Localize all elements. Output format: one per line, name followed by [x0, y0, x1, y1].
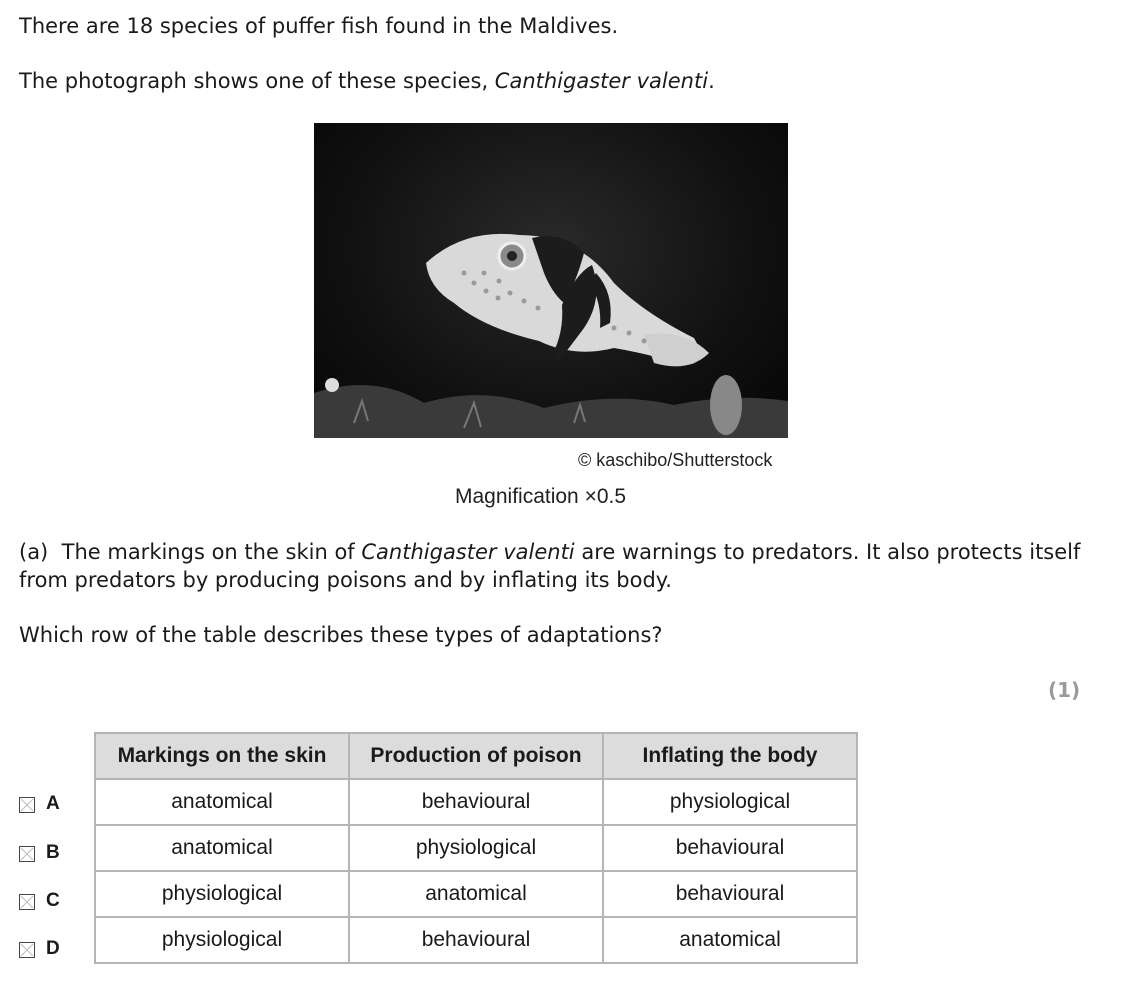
header-markings: Markings on the skin: [95, 733, 349, 779]
marks-label: (1): [1048, 678, 1081, 702]
option-a-checkbox[interactable]: [19, 797, 35, 813]
table-row-c: [95, 871, 857, 917]
question-text: Which row of the table describes these types of adaptations?: [19, 623, 663, 647]
table-cell: anatomical: [349, 871, 603, 917]
table-row-b: [95, 825, 857, 871]
table-cell: physiological: [95, 917, 349, 963]
header-inflating: Inflating the body: [603, 733, 857, 779]
part-label: (a): [19, 540, 49, 564]
table-row-a: [95, 779, 857, 825]
table-cell: behavioural: [349, 779, 603, 825]
intro-text: [19, 12, 618, 40]
photo-intro-suffix: .: [708, 69, 715, 93]
part-a-text-before: The markings on the skin of: [61, 540, 362, 564]
option-c-letter: C: [46, 890, 60, 911]
option-a-letter: A: [46, 793, 60, 814]
table-cell: physiological: [349, 825, 603, 871]
option-b-letter: B: [46, 842, 60, 863]
photo-intro-prefix: The photograph shows one of these species,: [19, 69, 495, 93]
part-a-text: [19, 538, 1099, 594]
table-cell: anatomical: [95, 779, 349, 825]
table-cell: anatomical: [95, 825, 349, 871]
magnification-label: Magnification ×0.5: [455, 485, 627, 508]
option-d-checkbox[interactable]: [19, 942, 35, 958]
option-d-letter: D: [46, 938, 60, 959]
photo-intro-text: [19, 67, 715, 95]
table-row-d: [95, 917, 857, 963]
table-cell: physiological: [603, 779, 857, 825]
table-header-row: [95, 733, 857, 779]
species-name: Canthigaster valenti: [494, 69, 709, 93]
table-cell: behavioural: [349, 917, 603, 963]
intro-line: There are 18 species of puffer fish found in the Maldives.: [19, 14, 619, 38]
photo-credit: © kaschibo/Shutterstock: [578, 450, 773, 470]
puffer-fish-photo: [314, 123, 788, 438]
table-cell: physiological: [95, 871, 349, 917]
species-name: Canthigaster valenti: [361, 540, 575, 564]
adaptations-table: [94, 732, 858, 964]
part-a-text-after: are warnings to predators. It also protects itself from predators by producing poisons and by inflating its body.: [19, 540, 1081, 592]
header-poison: Production of poison: [349, 733, 603, 779]
option-c-checkbox[interactable]: [19, 894, 35, 910]
table-cell: behavioural: [603, 871, 857, 917]
option-b-checkbox[interactable]: [19, 846, 35, 862]
table-cell: behavioural: [603, 825, 857, 871]
table-cell: anatomical: [603, 917, 857, 963]
